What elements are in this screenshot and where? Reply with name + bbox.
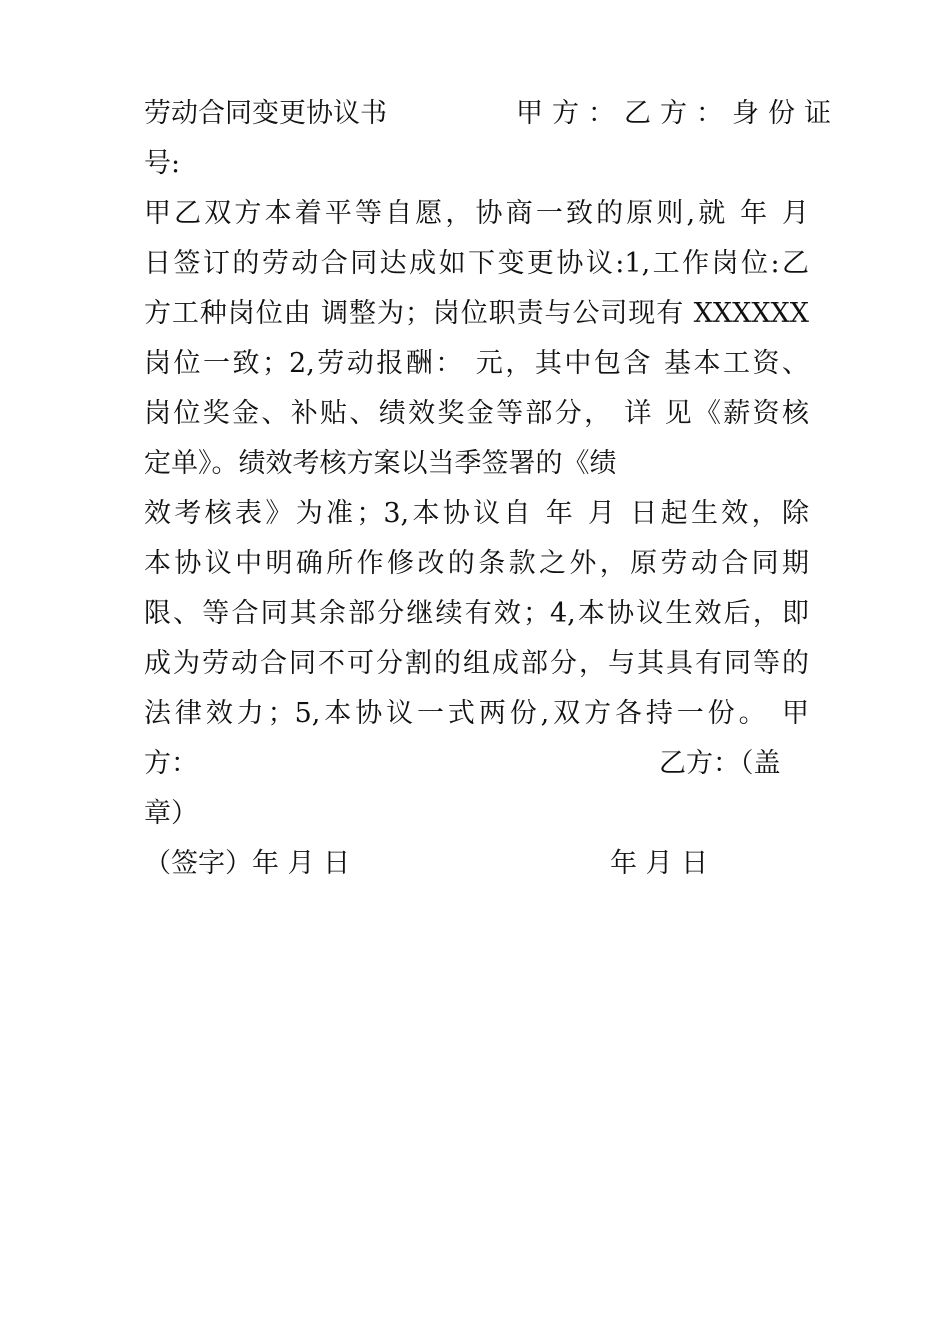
party-a-sign-date: （签字）年 月 日 xyxy=(144,848,351,879)
document-title: 劳动合同变更协议书 xyxy=(144,98,387,129)
body-line: 甲乙双方本着平等自愿，协商一致的原则,就 年 月 xyxy=(144,198,809,229)
parties-header: 甲方：乙方：身份证 xyxy=(516,98,840,129)
body-line: 效考核表》为准；3,本协议自 年 月 日起生效，除 xyxy=(144,498,809,529)
body-line: 成为劳动合同不可分割的组成部分，与其具有同等的 xyxy=(144,648,809,679)
body-line: 限、等合同其余部分继续有效；4,本协议生效后，即 xyxy=(144,598,809,629)
body-line: 方工种岗位由 调整为；岗位职责与公司现有 XXXXXX xyxy=(144,298,809,329)
body-line: 本协议中明确所作修改的条款之外，原劳动合同期 xyxy=(144,548,809,579)
header-line xyxy=(144,96,840,136)
seal-line: 章） xyxy=(144,798,198,829)
body-line: 定单》。绩效考核方案以当季签署的《绩 xyxy=(144,448,617,479)
body-line: 法律效力；5,本协议一式两份,双方各持一份。 甲 xyxy=(144,698,809,729)
signature-labels-line xyxy=(144,746,809,786)
body-line: 岗位奖金、补贴、绩效奖金等部分， 详 见《薪资核 xyxy=(144,398,809,429)
body-line: 岗位一致；2,劳动报酬： 元，其中包含 基本工资、 xyxy=(144,348,809,379)
party-b-date: 年 月 日 xyxy=(610,848,709,879)
body-line: 日签订的劳动合同达成如下变更协议:1,工作岗位:乙 xyxy=(144,248,809,279)
party-a-label: 方： xyxy=(144,748,198,779)
signature-date-line xyxy=(144,846,809,886)
body-line: 号: xyxy=(144,148,181,179)
party-b-label: 乙方：（盖 xyxy=(659,748,781,779)
